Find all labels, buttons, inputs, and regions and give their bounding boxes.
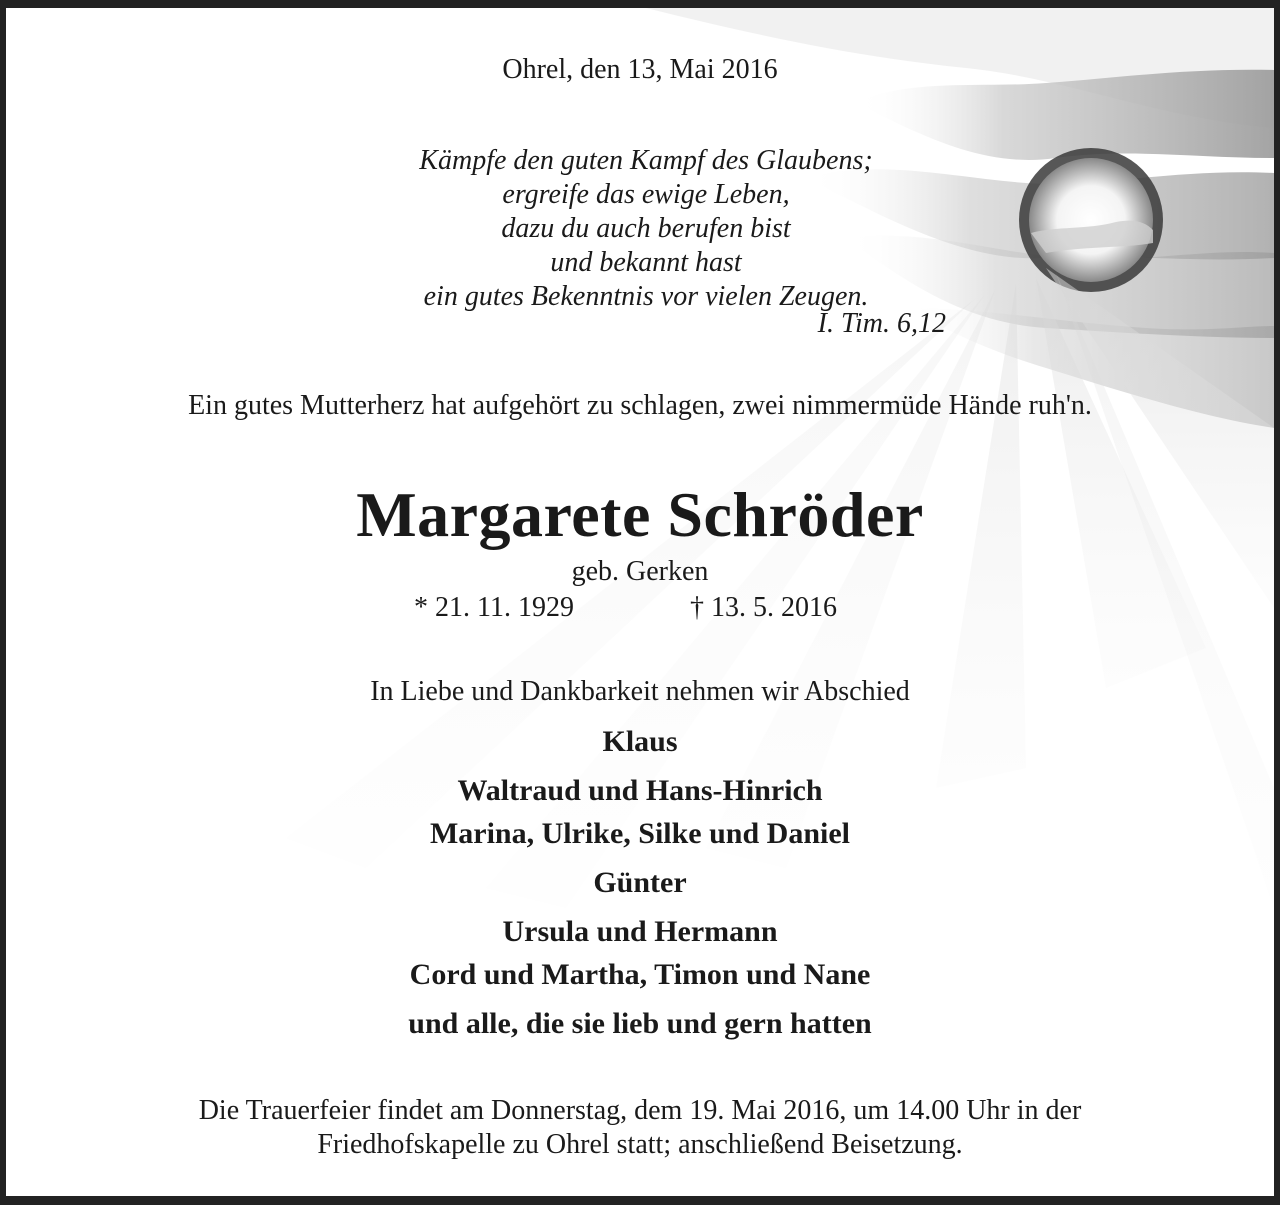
place-date: Ohrel, den 13, Mai 2016 bbox=[502, 54, 778, 85]
mourner-line: Klaus bbox=[602, 725, 678, 758]
verse-line: ein gutes Bekenntnis vor vielen Zeugen. bbox=[423, 281, 869, 312]
verse-line: und bekannt hast bbox=[550, 247, 742, 278]
mourner-line: und alle, die sie lieb und gern hatten bbox=[408, 1007, 872, 1040]
deceased-name: Margarete Schröder bbox=[356, 479, 924, 550]
maiden-name: geb. Gerken bbox=[571, 556, 709, 587]
mourner-line: Cord und Martha, Timon und Nane bbox=[409, 958, 871, 991]
life-dates bbox=[6, 592, 1274, 628]
service-line: Die Trauerfeier findet am Donnerstag, dem 19. Mai 2016, um 14.00 Uhr in der bbox=[198, 1095, 1082, 1126]
death-date: † 13. 5. 2016 bbox=[690, 592, 837, 623]
funeral-service-info bbox=[6, 1094, 1274, 1162]
verse-reference: I. Tim. 6,12 bbox=[817, 308, 946, 339]
verse-line: Kämpfe den guten Kampf des Glaubens; bbox=[419, 145, 873, 176]
bible-verse bbox=[256, 144, 1036, 314]
mourner-line: Marina, Ulrike, Silke und Daniel bbox=[429, 817, 851, 850]
farewell-text: In Liebe und Dankbarkeit nehmen wir Abschied bbox=[370, 676, 910, 707]
birth-date: * 21. 11. 1929 bbox=[414, 592, 574, 623]
service-line: Friedhofskapelle zu Ohrel statt; anschließend Beisetzung. bbox=[317, 1129, 963, 1160]
verse-line: ergreife das ewige Leben, bbox=[502, 179, 790, 210]
verse-line: dazu du auch berufen bist bbox=[501, 213, 791, 244]
mourner-line: Ursula und Hermann bbox=[502, 915, 778, 948]
mourner-line: Günter bbox=[593, 866, 687, 899]
mourner-line: Waltraud und Hans-Hinrich bbox=[457, 774, 823, 807]
intro-text: Ein gutes Mutterherz hat aufgehört zu schlagen, zwei nimmermüde Hände ruh'n. bbox=[188, 390, 1092, 421]
